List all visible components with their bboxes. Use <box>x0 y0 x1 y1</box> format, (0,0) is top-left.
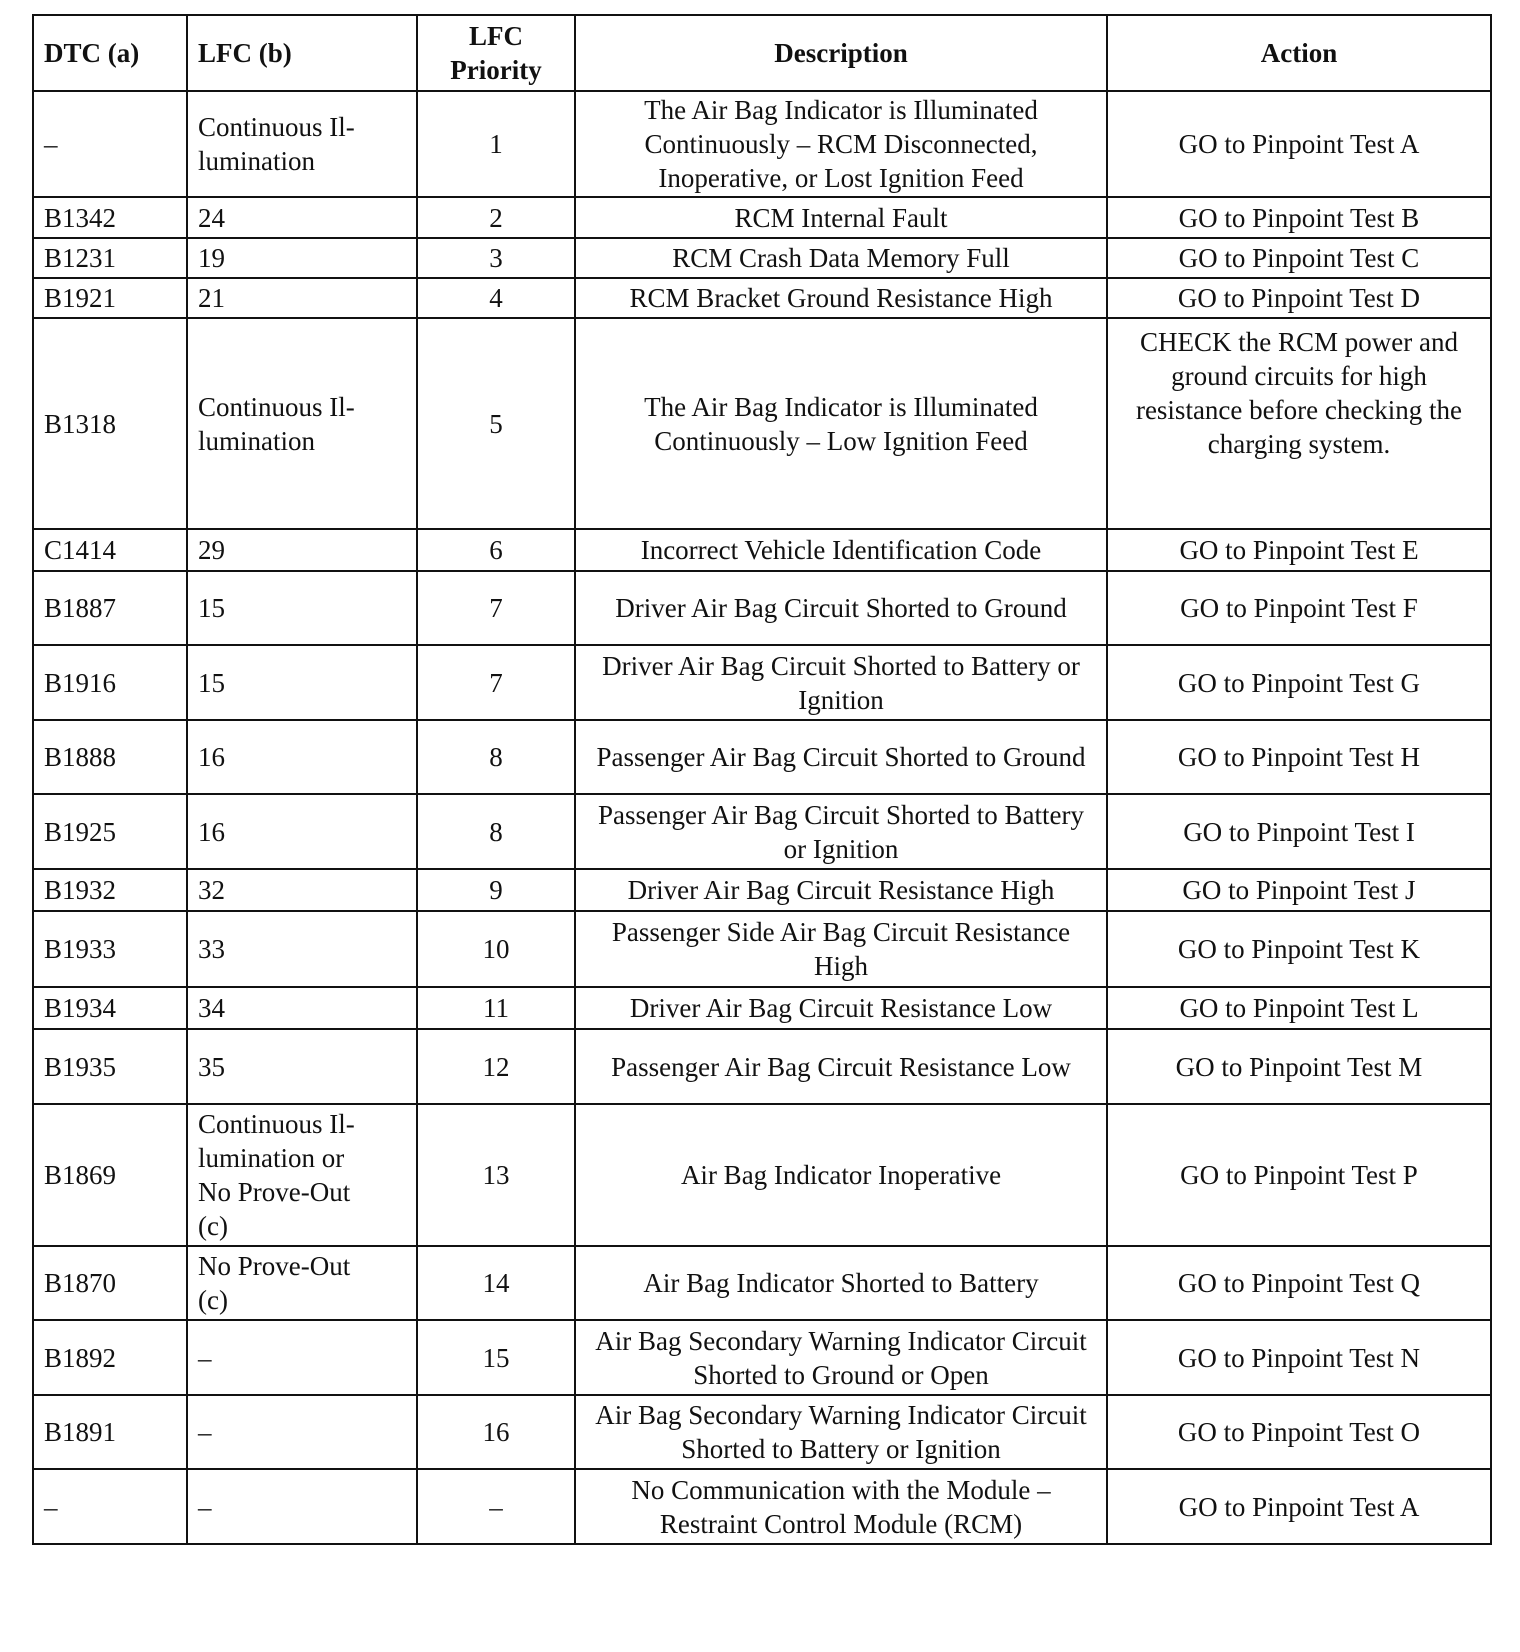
cell-dtc: B1888 <box>33 720 187 794</box>
cell-description: Air Bag Indicator Shorted to Battery <box>575 1246 1107 1320</box>
cell-lfc: No Prove-Out (c) <box>187 1246 417 1320</box>
table-row <box>33 1320 1491 1395</box>
table-row <box>33 571 1491 645</box>
cell-action: GO to Pinpoint Test A <box>1107 91 1491 197</box>
cell-description: The Air Bag Indicator is Illuminated Continuously – RCM Disconnected, Inoperative, or Lost Ignition Feed <box>575 91 1107 197</box>
cell-action: GO to Pinpoint Test J <box>1107 869 1491 911</box>
cell-dtc: B1921 <box>33 278 187 318</box>
cell-description: Air Bag Secondary Warning Indicator Circuit Shorted to Battery or Ignition <box>575 1395 1107 1469</box>
cell-description: Passenger Air Bag Circuit Shorted to Battery or Ignition <box>575 794 1107 869</box>
table-row <box>33 1469 1491 1544</box>
table-row <box>33 645 1491 720</box>
header-action: Action <box>1107 15 1491 91</box>
cell-lfc-priority: 7 <box>417 645 575 720</box>
cell-dtc: B1892 <box>33 1320 187 1395</box>
cell-lfc-priority: 2 <box>417 197 575 238</box>
cell-lfc-priority: 13 <box>417 1104 575 1246</box>
cell-lfc-priority: – <box>417 1469 575 1544</box>
cell-action: GO to Pinpoint Test G <box>1107 645 1491 720</box>
cell-action: GO to Pinpoint Test K <box>1107 911 1491 987</box>
dtc-table <box>32 14 1492 1545</box>
cell-description: Air Bag Indicator Inoperative <box>575 1104 1107 1246</box>
cell-action: GO to Pinpoint Test B <box>1107 197 1491 238</box>
cell-dtc: C1414 <box>33 529 187 571</box>
cell-action: GO to Pinpoint Test D <box>1107 278 1491 318</box>
cell-action: GO to Pinpoint Test F <box>1107 571 1491 645</box>
cell-description: Incorrect Vehicle Identification Code <box>575 529 1107 571</box>
cell-lfc-priority: 12 <box>417 1029 575 1104</box>
header-lfc: LFC (b) <box>187 15 417 91</box>
cell-lfc-priority: 16 <box>417 1395 575 1469</box>
cell-lfc: 33 <box>187 911 417 987</box>
cell-action: GO to Pinpoint Test E <box>1107 529 1491 571</box>
cell-lfc: 16 <box>187 794 417 869</box>
cell-lfc: 29 <box>187 529 417 571</box>
cell-lfc: 32 <box>187 869 417 911</box>
cell-description: RCM Internal Fault <box>575 197 1107 238</box>
header-row <box>33 15 1491 91</box>
cell-action: GO to Pinpoint Test L <box>1107 987 1491 1029</box>
cell-lfc-priority: 15 <box>417 1320 575 1395</box>
cell-lfc-priority: 1 <box>417 91 575 197</box>
cell-lfc-priority: 4 <box>417 278 575 318</box>
cell-lfc-priority: 6 <box>417 529 575 571</box>
table-body <box>33 91 1491 1544</box>
table-row <box>33 318 1491 529</box>
table-row <box>33 987 1491 1029</box>
cell-lfc-priority: 5 <box>417 318 575 529</box>
header-lfc-priority: LFC Priority <box>417 15 575 91</box>
header-description: Description <box>575 15 1107 91</box>
cell-lfc: 24 <box>187 197 417 238</box>
cell-dtc: B1887 <box>33 571 187 645</box>
cell-lfc: 35 <box>187 1029 417 1104</box>
table-row <box>33 720 1491 794</box>
cell-description: Driver Air Bag Circuit Resistance Low <box>575 987 1107 1029</box>
cell-action: GO to Pinpoint Test N <box>1107 1320 1491 1395</box>
cell-lfc-priority: 11 <box>417 987 575 1029</box>
cell-lfc: 15 <box>187 645 417 720</box>
cell-action: GO to Pinpoint Test A <box>1107 1469 1491 1544</box>
cell-description: Passenger Air Bag Circuit Shorted to Ground <box>575 720 1107 794</box>
cell-dtc: B1342 <box>33 197 187 238</box>
cell-description: No Communication with the Module – Restraint Control Module (RCM) <box>575 1469 1107 1544</box>
cell-action: GO to Pinpoint Test I <box>1107 794 1491 869</box>
cell-dtc: B1870 <box>33 1246 187 1320</box>
cell-dtc: – <box>33 91 187 197</box>
header-dtc: DTC (a) <box>33 15 187 91</box>
cell-dtc: B1231 <box>33 238 187 278</box>
cell-action: GO to Pinpoint Test Q <box>1107 1246 1491 1320</box>
cell-lfc: – <box>187 1320 417 1395</box>
table-row <box>33 1029 1491 1104</box>
cell-description: RCM Bracket Ground Resistance High <box>575 278 1107 318</box>
cell-dtc: B1891 <box>33 1395 187 1469</box>
cell-lfc: 34 <box>187 987 417 1029</box>
cell-description: Passenger Air Bag Circuit Resistance Low <box>575 1029 1107 1104</box>
cell-lfc: 16 <box>187 720 417 794</box>
cell-lfc: Continuous Il- lumination or No Prove-Out (c) <box>187 1104 417 1246</box>
table-header <box>33 15 1491 91</box>
cell-action: GO to Pinpoint Test O <box>1107 1395 1491 1469</box>
cell-description: Air Bag Secondary Warning Indicator Circuit Shorted to Ground or Open <box>575 1320 1107 1395</box>
table-row <box>33 91 1491 197</box>
cell-lfc-priority: 3 <box>417 238 575 278</box>
table-row <box>33 794 1491 869</box>
cell-action: CHECK the RCM power and ground circuits for high resistance before checking the charging system. <box>1107 318 1491 529</box>
cell-description: Driver Air Bag Circuit Shorted to Battery or Ignition <box>575 645 1107 720</box>
cell-description: RCM Crash Data Memory Full <box>575 238 1107 278</box>
table-row <box>33 1395 1491 1469</box>
table-row <box>33 197 1491 238</box>
cell-lfc: – <box>187 1469 417 1544</box>
cell-lfc: – <box>187 1395 417 1469</box>
cell-action: GO to Pinpoint Test H <box>1107 720 1491 794</box>
cell-lfc-priority: 7 <box>417 571 575 645</box>
cell-description: Driver Air Bag Circuit Resistance High <box>575 869 1107 911</box>
table-row <box>33 1246 1491 1320</box>
cell-action: GO to Pinpoint Test C <box>1107 238 1491 278</box>
cell-description: Passenger Side Air Bag Circuit Resistance High <box>575 911 1107 987</box>
table-row <box>33 238 1491 278</box>
cell-lfc: 21 <box>187 278 417 318</box>
cell-lfc: Continuous Il- lumination <box>187 91 417 197</box>
cell-lfc-priority: 9 <box>417 869 575 911</box>
table-row <box>33 278 1491 318</box>
cell-dtc: – <box>33 1469 187 1544</box>
table-row <box>33 869 1491 911</box>
cell-description: The Air Bag Indicator is Illuminated Continuously – Low Ignition Feed <box>575 318 1107 529</box>
cell-lfc-priority: 10 <box>417 911 575 987</box>
cell-dtc: B1933 <box>33 911 187 987</box>
cell-dtc: B1916 <box>33 645 187 720</box>
table-row <box>33 529 1491 571</box>
cell-action: GO to Pinpoint Test P <box>1107 1104 1491 1246</box>
cell-dtc: B1925 <box>33 794 187 869</box>
table-row <box>33 1104 1491 1246</box>
cell-dtc: B1318 <box>33 318 187 529</box>
cell-dtc: B1932 <box>33 869 187 911</box>
cell-lfc: 15 <box>187 571 417 645</box>
cell-description: Driver Air Bag Circuit Shorted to Ground <box>575 571 1107 645</box>
cell-lfc-priority: 8 <box>417 720 575 794</box>
cell-lfc-priority: 14 <box>417 1246 575 1320</box>
cell-action: GO to Pinpoint Test M <box>1107 1029 1491 1104</box>
cell-dtc: B1934 <box>33 987 187 1029</box>
cell-dtc: B1935 <box>33 1029 187 1104</box>
table-row <box>33 911 1491 987</box>
cell-lfc-priority: 8 <box>417 794 575 869</box>
cell-lfc: Continuous Il- lumination <box>187 318 417 529</box>
cell-dtc: B1869 <box>33 1104 187 1246</box>
cell-lfc: 19 <box>187 238 417 278</box>
